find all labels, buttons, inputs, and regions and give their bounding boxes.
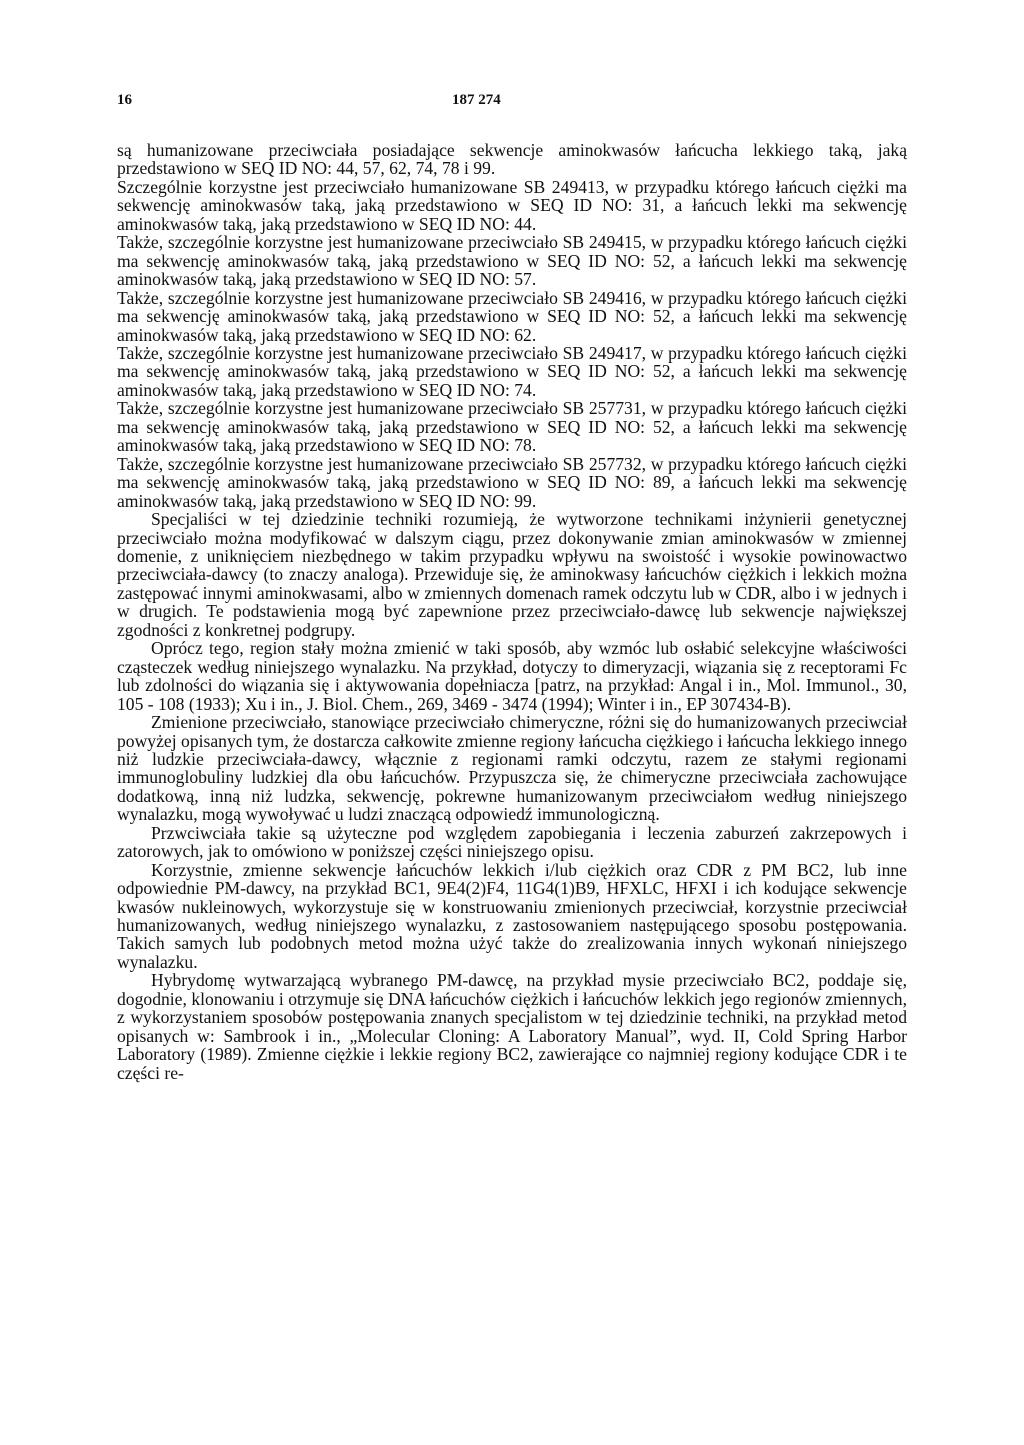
- paragraph: Zmienione przeciwciało, stanowiące przeciwciało chimeryczne, różni się do humanizowanych przeciwciał powyżej opisanych tym, że dostarcza całkowite zmienne regiony łańcucha ciężkiego i łańcucha lekkiego innego niż ludzkie przeciwciała-dawcy, włącznie z regionami ramki odczytu, razem ze stałymi regionami immunoglobuliny ludzkiej dla obu łańcuchów. Przypuszcza się, że chimeryczne przeciwciała zachowujące dodatkową, inną niż ludzka, sekwencję, pokrewne humanizowanym przeciwciałom według niniejszego wynalazku, mogą wywoływać u ludzi znaczącą odpowiedź immunologiczną.: [117, 712, 907, 825]
- paragraph: Hybrydomę wytwarzającą wybranego PM-dawcę, na przykład mysie przeciwciało BC2, poddaje się, dogodnie, klonowaniu i otrzymuje się DNA łańcuchów ciężkich i łańcuchów lekkich jego regionów zmiennych, z wykorzystaniem sposobów postępowania znanych specjalistom w tej dziedzinie techniki, na przykład metod opisanych w: Sambrook i in., „Molecular Cloning: A Laboratory Manual”, wyd. II, Cold Spring Harbor Laboratory (1989). Zmienne ciężkie i lekkie regiony BC2, zawierające co najmniej regiony kodujące CDR i te części re-: [117, 970, 907, 1083]
- paragraph: Szczególnie korzystne jest przeciwciało humanizowane SB 249413, w przypadku którego łańcuch ciężki ma sekwencję aminokwasów taką, jaką przedstawiono w SEQ ID NO: 31, a łańcuch lekki ma sekwencję aminokwasów taką, jaką przedstawiono w SEQ ID NO: 44.: [117, 176, 907, 234]
- paragraph: Także, szczególnie korzystne jest humanizowane przeciwciało SB 249416, w przypadku którego łańcuch ciężki ma sekwencję aminokwasów taką, jaką przedstawiono w SEQ ID NO: 52, a łańcuch lekki ma sekwencję aminokwasów taką, jaką przedstawiono w SEQ ID NO: 62.: [117, 287, 907, 345]
- page-header: [117, 92, 907, 116]
- document-number: 187 274: [452, 92, 501, 108]
- paragraph: Specjaliści w tej dziedzinie techniki rozumieją, że wytworzone technikami inżynierii genetycznej przeciwciało można modyfikować w dalszym ciągu, przez dokonywanie zmian aminokwasów w zmiennej domenie, z uniknięciem niezbędnego w takim przypadku wpływu na swoistość i wysokie powinowactwo przeciwciała-dawcy (to znaczy analoga). Przewiduje się, że aminokwasy łańcuchów ciężkich i lekkich można zastępować innymi aminokwasami, albo w zmiennych domenach ramek odczytu lub w CDR, albo i w jednych i w drugich. Te podstawienia mogą być zapewnione przez przeciwciało-dawcę lub sekwencje największej zgodności z konkretnej podgrupy.: [117, 509, 907, 640]
- paragraph: Także, szczególnie korzystne jest humanizowane przeciwciało SB 257731, w przypadku którego łańcuch ciężki ma sekwencję aminokwasów taką, jaką przedstawiono w SEQ ID NO: 52, a łańcuch lekki ma sekwencję aminokwasów taką, jaką przedstawiono w SEQ ID NO: 78.: [117, 398, 907, 456]
- paragraph: są humanizowane przeciwciała posiadające sekwencje aminokwasów łańcucha lekkiego taką, jaką przedstawiono w SEQ ID NO: 44, 57, 62, 74, 78 i 99.: [117, 140, 907, 179]
- paragraph: Także, szczególnie korzystne jest humanizowane przeciwciało SB 249417, w przypadku którego łańcuch ciężki ma sekwencję aminokwasów taką, jaką przedstawiono w SEQ ID NO: 52, a łańcuch lekki ma sekwencję aminokwasów taką, jaką przedstawiono w SEQ ID NO: 74.: [117, 342, 907, 400]
- paragraph: Przwciwciała takie są użyteczne pod względem zapobiegania i leczenia zaburzeń zakrzepowych i zatorowych, jak to omówiono w poniższej części niniejszego opisu.: [117, 822, 907, 862]
- paragraph: Także, szczególnie korzystne jest humanizowane przeciwciało SB 257732, w przypadku którego łańcuch ciężki ma sekwencję aminokwasów taką, jaką przedstawiono w SEQ ID NO: 89, a łańcuch lekki ma sekwencję aminokwasów taką, jaką przedstawiono w SEQ ID NO: 99.: [117, 453, 907, 511]
- body-text: [117, 141, 907, 1082]
- page-number: 16: [117, 92, 132, 108]
- paragraph: Korzystnie, zmienne sekwencje łańcuchów lekkich i/lub ciężkich oraz CDR z PM BC2, lub inne odpowiednie PM-dawcy, na przykład BC1, 9E4(2)F4, 11G4(1)B9, HFXLC, HFXI i ich kodujące sekwencje kwasów nukleinowych, wykorzystuje się w konstruowaniu zmienionych przeciwciał, korzystnie przeciwciał humanizowanych, według niniejszego wynalazku, z zastosowaniem następującego sposobu postępowania. Takich samych lub podobnych metod można użyć także do zrealizowania innych wykonań niniejszego wynalazku.: [117, 859, 907, 972]
- paragraph: Oprócz tego, region stały można zmienić w taki sposób, aby wzmóc lub osłabić selekcyjne właściwości cząsteczek według niniejszego wynalazku. Na przykład, dotyczy to dimeryzacji, wiązania się z receptorami Fc lub zdolności do wiązania się i aktywowania dopełniacza [patrz, na przykład: Angal i in., Mol. Immunol., 30, 105 - 108 (1933); Xu i in., J. Biol. Chem., 269, 3469 - 3474 (1994); Winter i in., EP 307434-B).: [117, 638, 907, 714]
- paragraph: Także, szczególnie korzystne jest humanizowane przeciwciało SB 249415, w przypadku którego łańcuch ciężki ma sekwencję aminokwasów taką, jaką przedstawiono w SEQ ID NO: 52, a łańcuch lekki ma sekwencję aminokwasów taką, jaką przedstawiono w SEQ ID NO: 57.: [117, 232, 907, 290]
